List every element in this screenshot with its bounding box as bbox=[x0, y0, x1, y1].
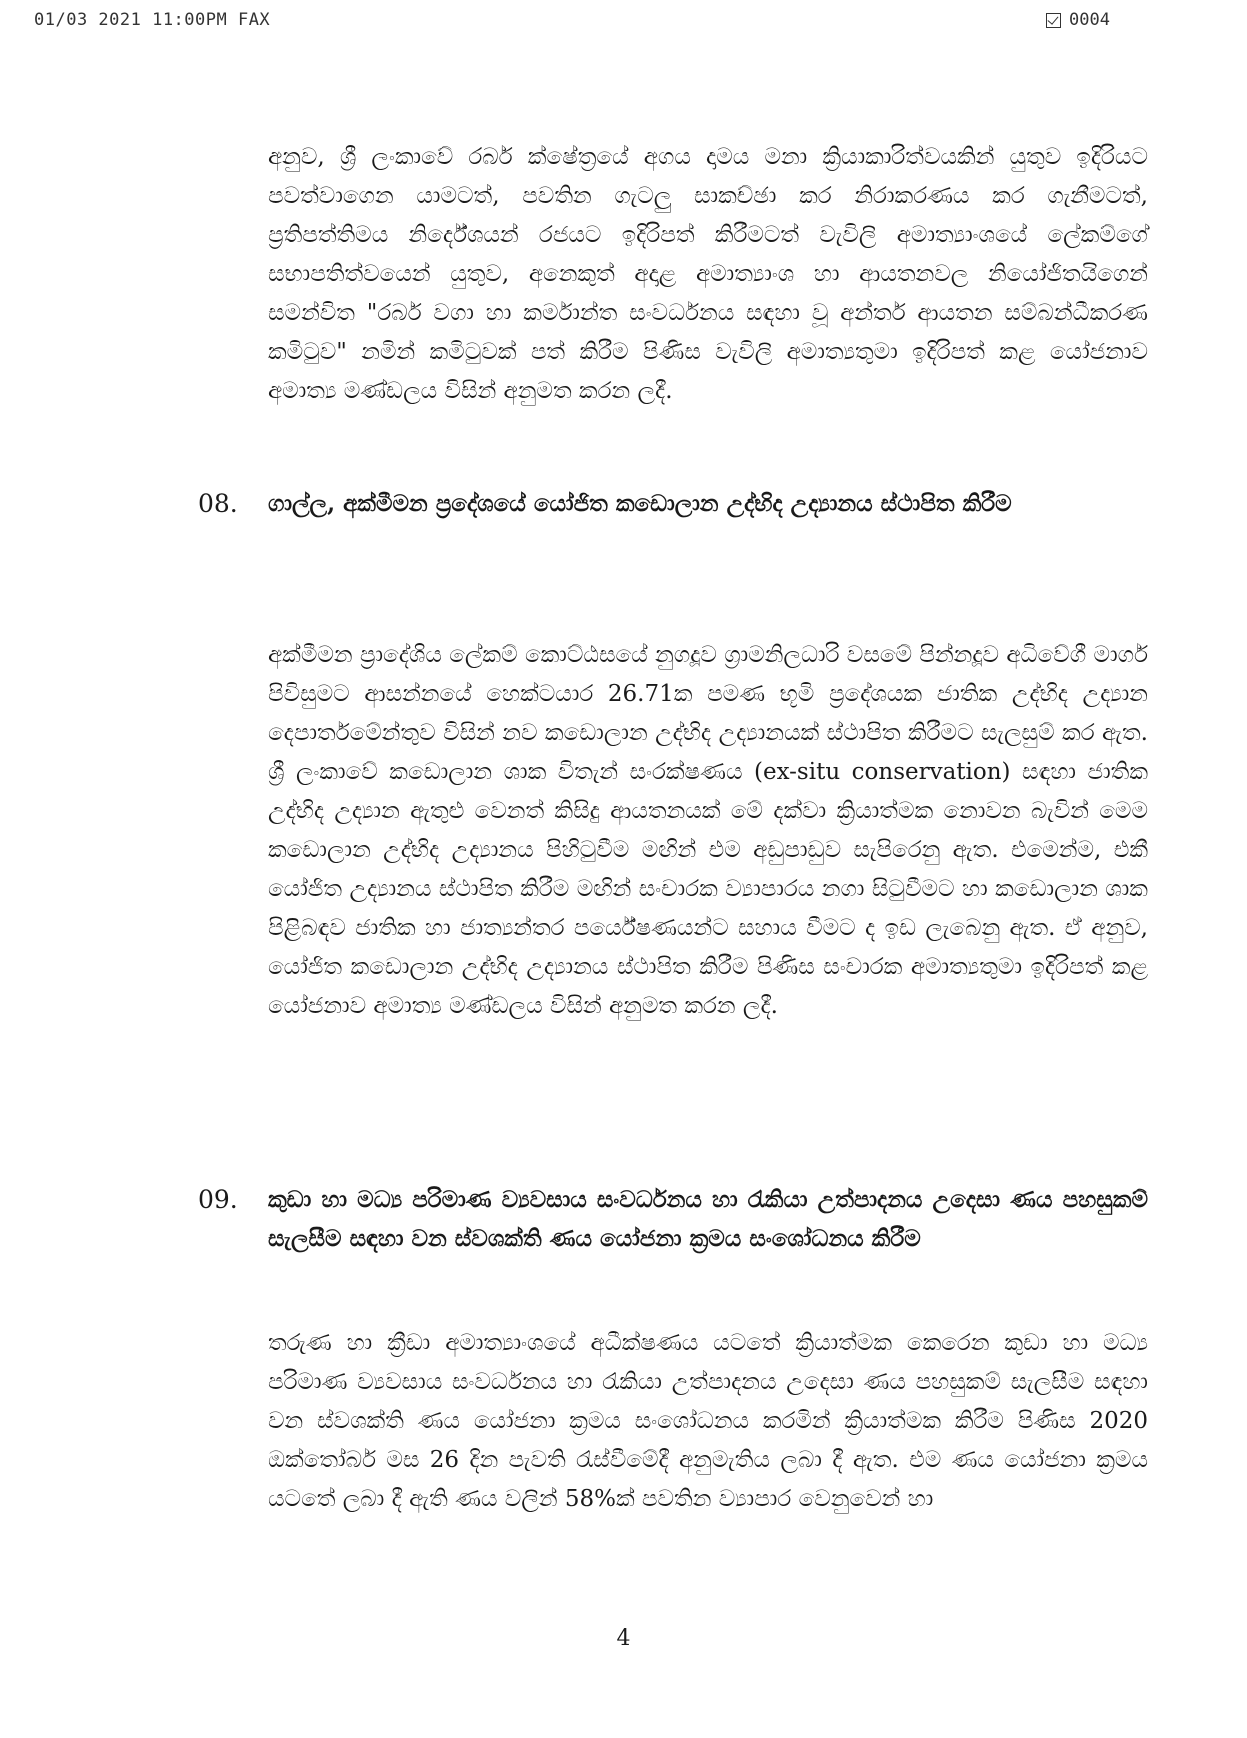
section-body-08: අක්මීමන ප්‍රාදේශිය ලේකම් කොට්ඨසයේ නුගදූව ග්‍රාමනිලධාරි වසමේ පින්නදූව අධිවේගී මාර්ග පිවිසුමට ආසන්නයේ හෙක්ටයාර 26.71ක පමණ භූමි ප්‍රදේශයක ජාතික උද්භිද උද්‍යාන දෙපාර්තමේන්තුව විසින් නව කඩොලාන උද්භිද උද්‍යානයක් ස්ථාපිත කිරීමට සැලසුම් කර ඇත. ශ්‍රී ලංකාවේ කඩොලාන ශාක විතැන් සංරක්ෂණය (ex-situ conservation) සඳහා ජාතික උද්භිද උද්‍යාන ඇතුළු වෙනත් කිසිදු ආයතනයක් මේ දක්වා ක්‍රියාත්මක නොවන බැවින් මෙම කඩොලාන උද්භිද උද්‍යානය පිහිටුවීම මඟින් එම අඩුපාඩුව සැපිරෙනු ඇත. එමෙන්ම, එකී යෝජිත උද්‍යානය ස්ථාපිත කිරීම මඟින් සංචාරක ව්‍යාපාරය නගා සිටුවීමට හා කඩොලාන ශාක පිළිබඳව ජාතික හා ජාත්‍යන්තර පර්යේෂණයන්ට සහාය වීමට ද ඉඩ ලැබෙනු ඇත. ඒ අනුව, යෝජිත කඩොලාන උද්භිද උද්‍යානය ස්ථාපිත කිරීම පිණිස සංචාරක අමාත්‍යතුමා ඉදිරිපත් කළ යෝජනාව අමාත්‍ය මණ්ඩලය විසින් අනුමත කරන ලදී. bbox=[268, 642, 1148, 1019]
fax-header-right bbox=[1046, 10, 1110, 30]
fax-page-code: 0004 bbox=[1069, 10, 1110, 30]
section-number-08: 08. bbox=[198, 489, 238, 518]
section-title-08: ගාල්ල, අක්මීමන ප්‍රදේශයේ යෝජිත කඩොලාන උද්භිද උද්‍යානය ස්ථාපිත කිරීම bbox=[268, 490, 1012, 517]
page-number: 4 bbox=[616, 1626, 631, 1651]
fax-header-left: 01/03 2021 11:00PM FAX bbox=[34, 10, 271, 30]
checkbox-icon bbox=[1046, 13, 1061, 28]
section-body-09: තරුණ හා ක්‍රීඩා අමාත්‍යාංශයේ අධීක්ෂණය යටතේ ක්‍රියාත්මක කෙරෙන කුඩා හා මධ්‍ය පරිමාණ ව්‍යවසාය සංවර්ධනය හා රැකියා උත්පාදනය උදෙසා ණය පහසුකම් සැලසීම සඳහා වන ස්වශක්ති ණය යෝජනා ක්‍රමය සංශෝධනය කරමින් ක්‍රියාත්මක කිරීම පිණිස 2020 ඔක්තෝබර් මස 26 දින පැවති රැස්වීමේදී අනුමැතිය ලබා දී ඇත. එම ණය යෝජනා ක්‍රමය යටතේ ලබා දී ඇති ණය වලින් 58%ක් පවතින ව්‍යාපාර වෙනුවෙන් හා bbox=[268, 1330, 1148, 1512]
intro-paragraph: අනුව, ශ්‍රී ලංකාවේ රබර් ක්ෂේත්‍රයේ අගය දාමය මනා ක්‍රියාකාරිත්වයකින් යුතුව ඉදිරියට පවත්වාගෙන යාමටත්, පවතින ගැටලු සාකච්ඡා කර නිරාකරණය කර ගැනීමටත්, ප්‍රතිපත්තිමය නිර්දේශයන් රජයට ඉදිරිපත් කිරීමටත් වැවිලි අමාත්‍යාංශයේ ලේකම්ගේ සභාපතිත්වයෙන් යුතුව, අනෙකුත් අදාළ අමාත්‍යාංශ හා ආයතනවල නියෝජිතයිගෙන් සමන්විත "රබර් වගා හා කර්මාන්ත සංවර්ධනය සඳහා වූ අන්තර් ආයතන සම්බන්ධීකරණ කමිටුව" නමින් කමිටුවක් පත් කිරීම පිණිස වැවිලි අමාත්‍යතුමා ඉදිරිපත් කළ යෝජනාව අමාත්‍ය මණ්ඩලය විසින් අනුමත කරන ලදී. bbox=[268, 144, 1148, 404]
section-number-09: 09. bbox=[198, 1185, 238, 1214]
section-title-09: කුඩා හා මධ්‍ය පරිමාණ ව්‍යවසාය සංවර්ධනය හා රැකියා උත්පාදනය උදෙසා ණය පහසුකම් සැලසීම සඳහා වන ස්වශක්ති ණය යෝජනා ක්‍රමය සංශෝධනය කිරීම bbox=[268, 1186, 1148, 1252]
